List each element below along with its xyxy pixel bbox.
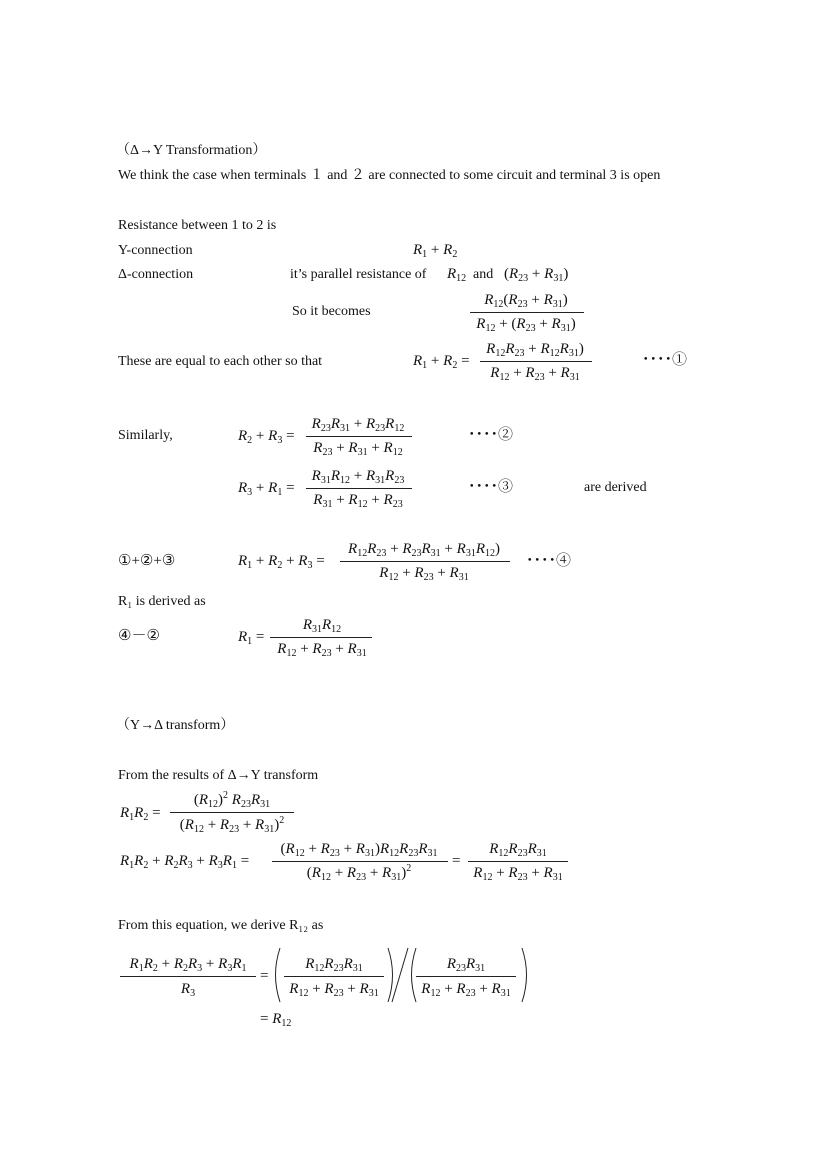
fraction-bar xyxy=(270,637,372,638)
sum-label: ①+②+③ xyxy=(118,553,176,569)
fraction-bar xyxy=(470,312,584,313)
fraction-bar xyxy=(480,361,592,362)
eq3-lhs: $R_3 + R_1$ = xyxy=(238,480,295,498)
final-lhs-numerator: $R_1R_2 + R_2R_3 + R_3R_1$ xyxy=(129,956,247,974)
from-results-text: From the results of Δ→Y transform xyxy=(118,768,319,783)
formula-r12: $R_{12}$ xyxy=(447,266,467,284)
marker-1: ････① xyxy=(642,352,688,368)
formula-r23-r31: $(R_{23} + R_{31})$ xyxy=(504,266,569,284)
simplified-denominator: $R_{12} + R_{23} + R_{31}$ xyxy=(473,865,563,883)
sum-products-lhs: $R_1R_2 + R_2R_3 + R_3R_1$ = xyxy=(120,853,250,871)
eq3-numerator: $R_{31}R_{12} + R_{31}R_{23}$ xyxy=(311,468,405,486)
product-lhs: $R_1R_2$ = xyxy=(120,805,161,823)
so-it-becomes-text: So it becomes xyxy=(292,304,371,319)
y-connection-label: Y-connection xyxy=(118,243,193,258)
fraction-bar xyxy=(272,861,448,862)
from-equation-text: From this equation, we derive R₁₂ as xyxy=(118,918,324,933)
are-derived-text: are derived xyxy=(584,480,647,495)
fraction-bar xyxy=(170,812,294,813)
eq2-lhs: $R_2 + R_3$ = xyxy=(238,428,295,446)
resistance-line: Resistance between 1 to 2 is xyxy=(118,218,277,233)
fraction-bar xyxy=(306,488,412,489)
eq1-numerator: $R_{12}R_{23} + R_{12}R_{31}$) xyxy=(486,341,584,359)
fraction-bar xyxy=(120,976,256,977)
fraction-bar xyxy=(340,561,510,562)
fraction-bar xyxy=(416,976,516,977)
eq4-denominator: $R_{12} + R_{23} + R_{31}$ xyxy=(379,565,469,583)
product-numerator: $(R_{12})^2$ $R_{23}R_{31}$ xyxy=(193,790,271,810)
section-heading-delta-y: （Δ→Y Transformation） xyxy=(116,143,267,158)
similarly-text: Similarly, xyxy=(118,428,173,443)
simplified-numerator: $R_{12}R_{23}R_{31}$ xyxy=(489,841,547,859)
intro-text: We think the case when terminals １ and ２ are connected to some circuit and terminal 3 is open xyxy=(118,168,661,183)
equals-sign: = xyxy=(260,968,269,984)
marker-4: ････④ xyxy=(526,553,572,569)
r1-derived-text: R₁ is derived as xyxy=(118,594,206,609)
r1-numerator: $R_{31}R_{12}$ xyxy=(302,617,342,635)
parallel-text: it’s parallel resistance of xyxy=(290,267,427,282)
eq3-denominator: $R_{31} + R_{12} + R_{23}$ xyxy=(313,492,403,510)
parallel-denominator: $R_{12} + (R_{23} + R_{31})$ xyxy=(476,316,576,334)
eq4-numerator: $R_{12}R_{23} + R_{23}R_{31} + R_{31}R_{12}$) xyxy=(348,541,500,559)
equal-text: These are equal to each other so that xyxy=(118,354,323,369)
fraction-bar xyxy=(306,436,412,437)
product-denominator: $(R_{12} + R_{23} + R_{31})^2$ xyxy=(179,815,285,835)
final-num-numerator: $R_{12}R_{23}R_{31}$ xyxy=(305,956,363,974)
eq1-denominator: $R_{12} + R_{23} + R_{31}$ xyxy=(490,365,580,383)
final-num-denominator: $R_{12} + R_{23} + R_{31}$ xyxy=(289,981,379,999)
fraction-bar xyxy=(284,976,384,977)
delta-connection-label: Δ-connection xyxy=(118,267,194,282)
final-den-numerator: $R_{23}R_{31}$ xyxy=(446,956,486,974)
final-result: = $R_{12}$ xyxy=(260,1011,292,1029)
parallel-numerator: $R_{12}(R_{23} + R_{31})$ xyxy=(484,292,568,310)
sum-products-numerator: $(R_{12} + R_{23} + R_{31})R_{12}R_{23}R_{31}$ xyxy=(280,841,438,859)
and-text: and xyxy=(473,267,494,282)
fraction-bar xyxy=(468,861,568,862)
eq2-numerator: $R_{23}R_{31} + R_{23}R_{12}$ xyxy=(311,416,405,434)
sum-products-denominator: $(R_{12} + R_{23} + R_{31})^2$ xyxy=(306,863,412,883)
formula-y-sum: $R_1 + R_2$ xyxy=(413,242,458,260)
r1-denominator: $R_{12} + R_{23} + R_{31}$ xyxy=(277,641,367,659)
equals-sign: = xyxy=(452,853,461,869)
final-den-denominator: $R_{12} + R_{23} + R_{31}$ xyxy=(421,981,511,999)
marker-3: ････③ xyxy=(468,479,514,495)
final-lhs-denominator: $R_3$ xyxy=(180,981,196,999)
eq4-lhs: $R_1 + R_2 + R_3$ = xyxy=(238,553,325,571)
diff-label: ④－② xyxy=(118,628,160,644)
section-heading-y-delta: （Y→Δ transform） xyxy=(116,718,235,733)
marker-2: ････② xyxy=(468,427,514,443)
eq1-lhs: $R_1 + R_2$ = xyxy=(413,353,470,371)
eq2-denominator: $R_{23} + R_{31} + R_{12}$ xyxy=(313,440,403,458)
r1-lhs: $R_1$ = xyxy=(238,629,265,647)
